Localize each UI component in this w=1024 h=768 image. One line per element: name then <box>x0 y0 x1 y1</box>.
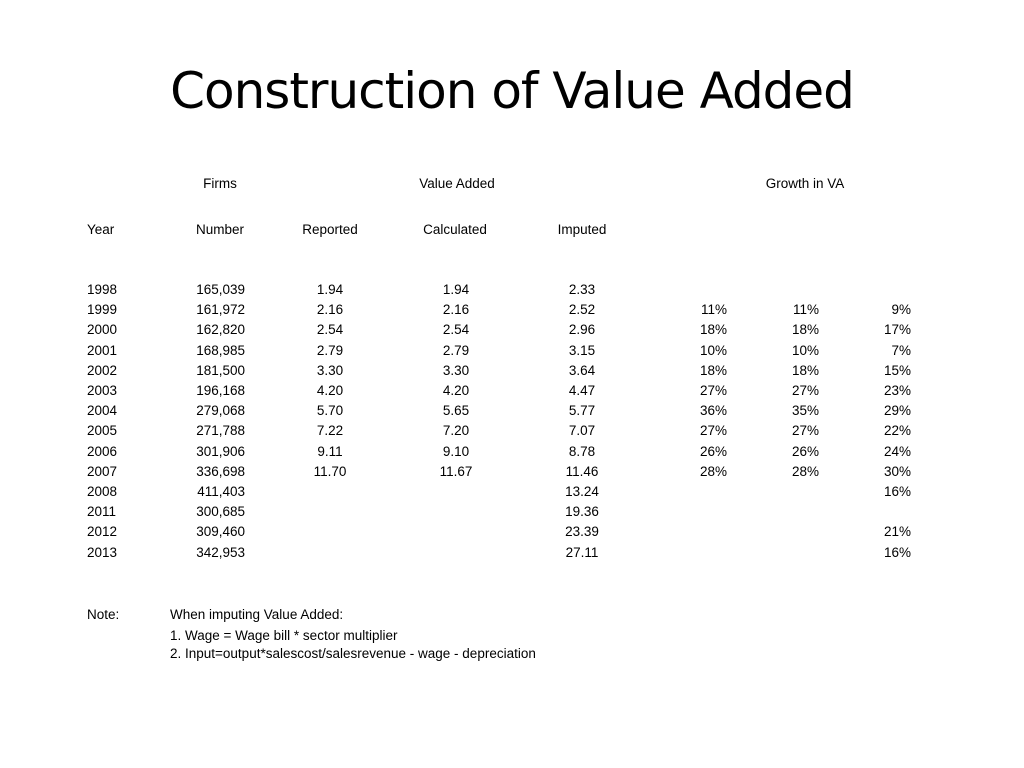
cell-year: 2008 <box>87 484 118 499</box>
cell-number: 271,788 <box>196 423 245 439</box>
cell-reported: 2.16 <box>316 302 344 318</box>
column-header-number: Number <box>195 222 245 237</box>
cell-year: 1998 <box>87 282 118 297</box>
cell-number: 165,039 <box>196 282 245 297</box>
cell-calculated: 11.67 <box>439 463 473 479</box>
cell-reported: 1.94 <box>316 282 344 297</box>
cell-reported: 5.70 <box>316 403 344 419</box>
cell-number: 181,500 <box>196 362 245 378</box>
column-header-imputed: Imputed <box>557 222 607 237</box>
cell-growth-3: 9% <box>891 302 911 318</box>
cell-number: 301,906 <box>196 443 245 459</box>
cell-number: 279,068 <box>196 403 245 419</box>
cell-growth-3: 15% <box>883 362 911 378</box>
cell-calculated: 4.20 <box>442 383 470 398</box>
cell-year: 2003 <box>87 383 118 398</box>
cell-calculated: 5.65 <box>442 403 470 419</box>
cell-calculated: 2.16 <box>442 302 470 318</box>
group-header-value-added: Value Added <box>419 176 495 191</box>
cell-number: 300,685 <box>196 504 245 520</box>
cell-growth-2: 18% <box>791 322 819 338</box>
cell-growth-2: 11% <box>792 302 819 318</box>
cell-reported: 7.22 <box>316 423 344 439</box>
cell-imputed: 5.77 <box>568 403 596 419</box>
cell-year: 2004 <box>87 403 118 419</box>
cell-calculated: 7.20 <box>442 423 470 439</box>
cell-growth-3: 23% <box>883 383 911 398</box>
cell-year: 2007 <box>87 463 118 479</box>
cell-year: 2011 <box>87 504 117 520</box>
note-item-2: 2. Input=output*salescost/salesrevenue - wage - depreciation <box>170 646 536 661</box>
cell-number: 196,168 <box>196 383 245 398</box>
cell-growth-2: 26% <box>791 443 819 459</box>
cell-number: 162,820 <box>196 322 245 338</box>
cell-calculated: 2.79 <box>442 342 470 358</box>
cell-calculated: 9.10 <box>442 443 470 459</box>
cell-imputed: 13.24 <box>565 484 599 499</box>
cell-growth-2: 10% <box>791 342 819 358</box>
cell-calculated: 3.30 <box>442 362 470 378</box>
cell-imputed: 19.36 <box>565 504 599 520</box>
cell-reported: 11.70 <box>313 463 347 479</box>
column-header-reported: Reported <box>302 222 358 237</box>
cell-number: 309,460 <box>196 524 245 540</box>
cell-growth-2: 28% <box>791 463 819 479</box>
cell-growth-1: 27% <box>699 423 727 439</box>
cell-growth-1: 11% <box>700 302 727 318</box>
note-item-1: 1. Wage = Wage bill * sector multiplier <box>170 628 398 643</box>
cell-imputed: 4.47 <box>568 383 596 398</box>
cell-reported: 2.79 <box>316 342 344 358</box>
cell-year: 2013 <box>87 544 118 560</box>
cell-growth-1: 18% <box>699 322 727 338</box>
cell-imputed: 27.11 <box>565 544 599 560</box>
cell-imputed: 8.78 <box>568 443 596 459</box>
cell-growth-1: 36% <box>699 403 727 419</box>
cell-year: 2002 <box>87 362 118 378</box>
cell-imputed: 3.64 <box>568 362 596 378</box>
cell-year: 2000 <box>87 322 118 338</box>
note-label: Note: <box>87 607 120 622</box>
cell-imputed: 2.96 <box>568 322 596 338</box>
cell-growth-1: 26% <box>699 443 727 459</box>
cell-growth-3: 30% <box>883 463 911 479</box>
cell-growth-3: 16% <box>883 544 911 560</box>
cell-growth-2: 27% <box>791 383 819 398</box>
cell-calculated: 1.94 <box>442 282 470 297</box>
cell-growth-1: 10% <box>699 342 727 358</box>
group-header-firms: Firms <box>203 176 237 191</box>
cell-number: 342,953 <box>196 544 245 560</box>
note-heading: When imputing Value Added: <box>170 607 344 622</box>
cell-number: 336,698 <box>196 463 245 479</box>
cell-number: 411,403 <box>197 484 245 499</box>
cell-reported: 3.30 <box>316 362 344 378</box>
cell-growth-3: 22% <box>883 423 911 439</box>
cell-growth-3: 29% <box>883 403 911 419</box>
cell-reported: 2.54 <box>316 322 344 338</box>
cell-number: 161,972 <box>196 302 245 318</box>
cell-imputed: 2.52 <box>568 302 596 318</box>
cell-reported: 9.11 <box>317 443 343 459</box>
cell-reported: 4.20 <box>316 383 344 398</box>
cell-calculated: 2.54 <box>442 322 470 338</box>
cell-imputed: 11.46 <box>565 463 599 479</box>
cell-growth-3: 7% <box>891 342 911 358</box>
cell-imputed: 2.33 <box>568 282 596 297</box>
cell-growth-2: 35% <box>791 403 819 419</box>
cell-year: 2001 <box>87 342 118 358</box>
cell-year: 1999 <box>87 302 118 318</box>
cell-growth-1: 18% <box>699 362 727 378</box>
cell-growth-3: 24% <box>883 443 911 459</box>
cell-imputed: 23.39 <box>565 524 599 540</box>
cell-growth-3: 16% <box>883 484 911 499</box>
cell-growth-1: 27% <box>699 383 727 398</box>
cell-growth-3: 17% <box>883 322 911 338</box>
cell-year: 2006 <box>87 443 118 459</box>
cell-year: 2012 <box>87 524 118 540</box>
column-header-year: Year <box>87 222 115 237</box>
cell-year: 2005 <box>87 423 118 439</box>
cell-growth-3: 21% <box>883 524 911 540</box>
cell-imputed: 3.15 <box>568 342 596 358</box>
cell-number: 168,985 <box>196 342 245 358</box>
cell-growth-1: 28% <box>699 463 727 479</box>
column-header-calculated: Calculated <box>423 222 487 237</box>
group-header-growth: Growth in VA <box>765 176 845 191</box>
cell-growth-2: 27% <box>791 423 819 439</box>
cell-growth-2: 18% <box>791 362 819 378</box>
cell-imputed: 7.07 <box>568 423 596 439</box>
page-title: Construction of Value Added <box>170 62 854 120</box>
